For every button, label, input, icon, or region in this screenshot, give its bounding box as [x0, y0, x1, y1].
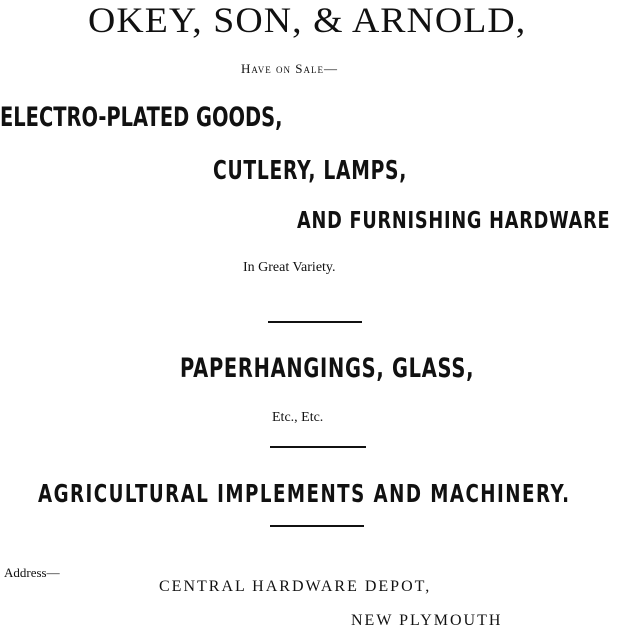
address-line-depot: CENTRAL HARDWARE DEPOT, — [159, 578, 432, 595]
goods-line-cutlery: CUTLERY, LAMPS, — [213, 156, 408, 186]
divider-rule — [270, 525, 364, 527]
goods-line-electro-plated: ELECTRO-PLATED GOODS, — [0, 102, 283, 133]
variety-text: In Great Variety. — [243, 260, 336, 275]
address-line-town: NEW PLYMOUTH — [351, 612, 503, 629]
goods-line-paperhangings: PAPERHANGINGS, GLASS, — [180, 353, 475, 384]
etc-text: Etc., Etc. — [272, 410, 324, 425]
intro-text: Have on Sale— — [241, 61, 338, 76]
divider-rule — [270, 446, 366, 448]
address-label: Address— — [4, 565, 60, 580]
goods-line-furnishing-hardware: AND FURNISHING HARDWARE — [297, 208, 611, 234]
goods-line-agricultural: AGRICULTURAL IMPLEMENTS AND MACHINERY. — [38, 479, 571, 508]
advert-title: OKEY, SON, & ARNOLD, — [88, 0, 527, 40]
divider-rule — [268, 321, 362, 323]
